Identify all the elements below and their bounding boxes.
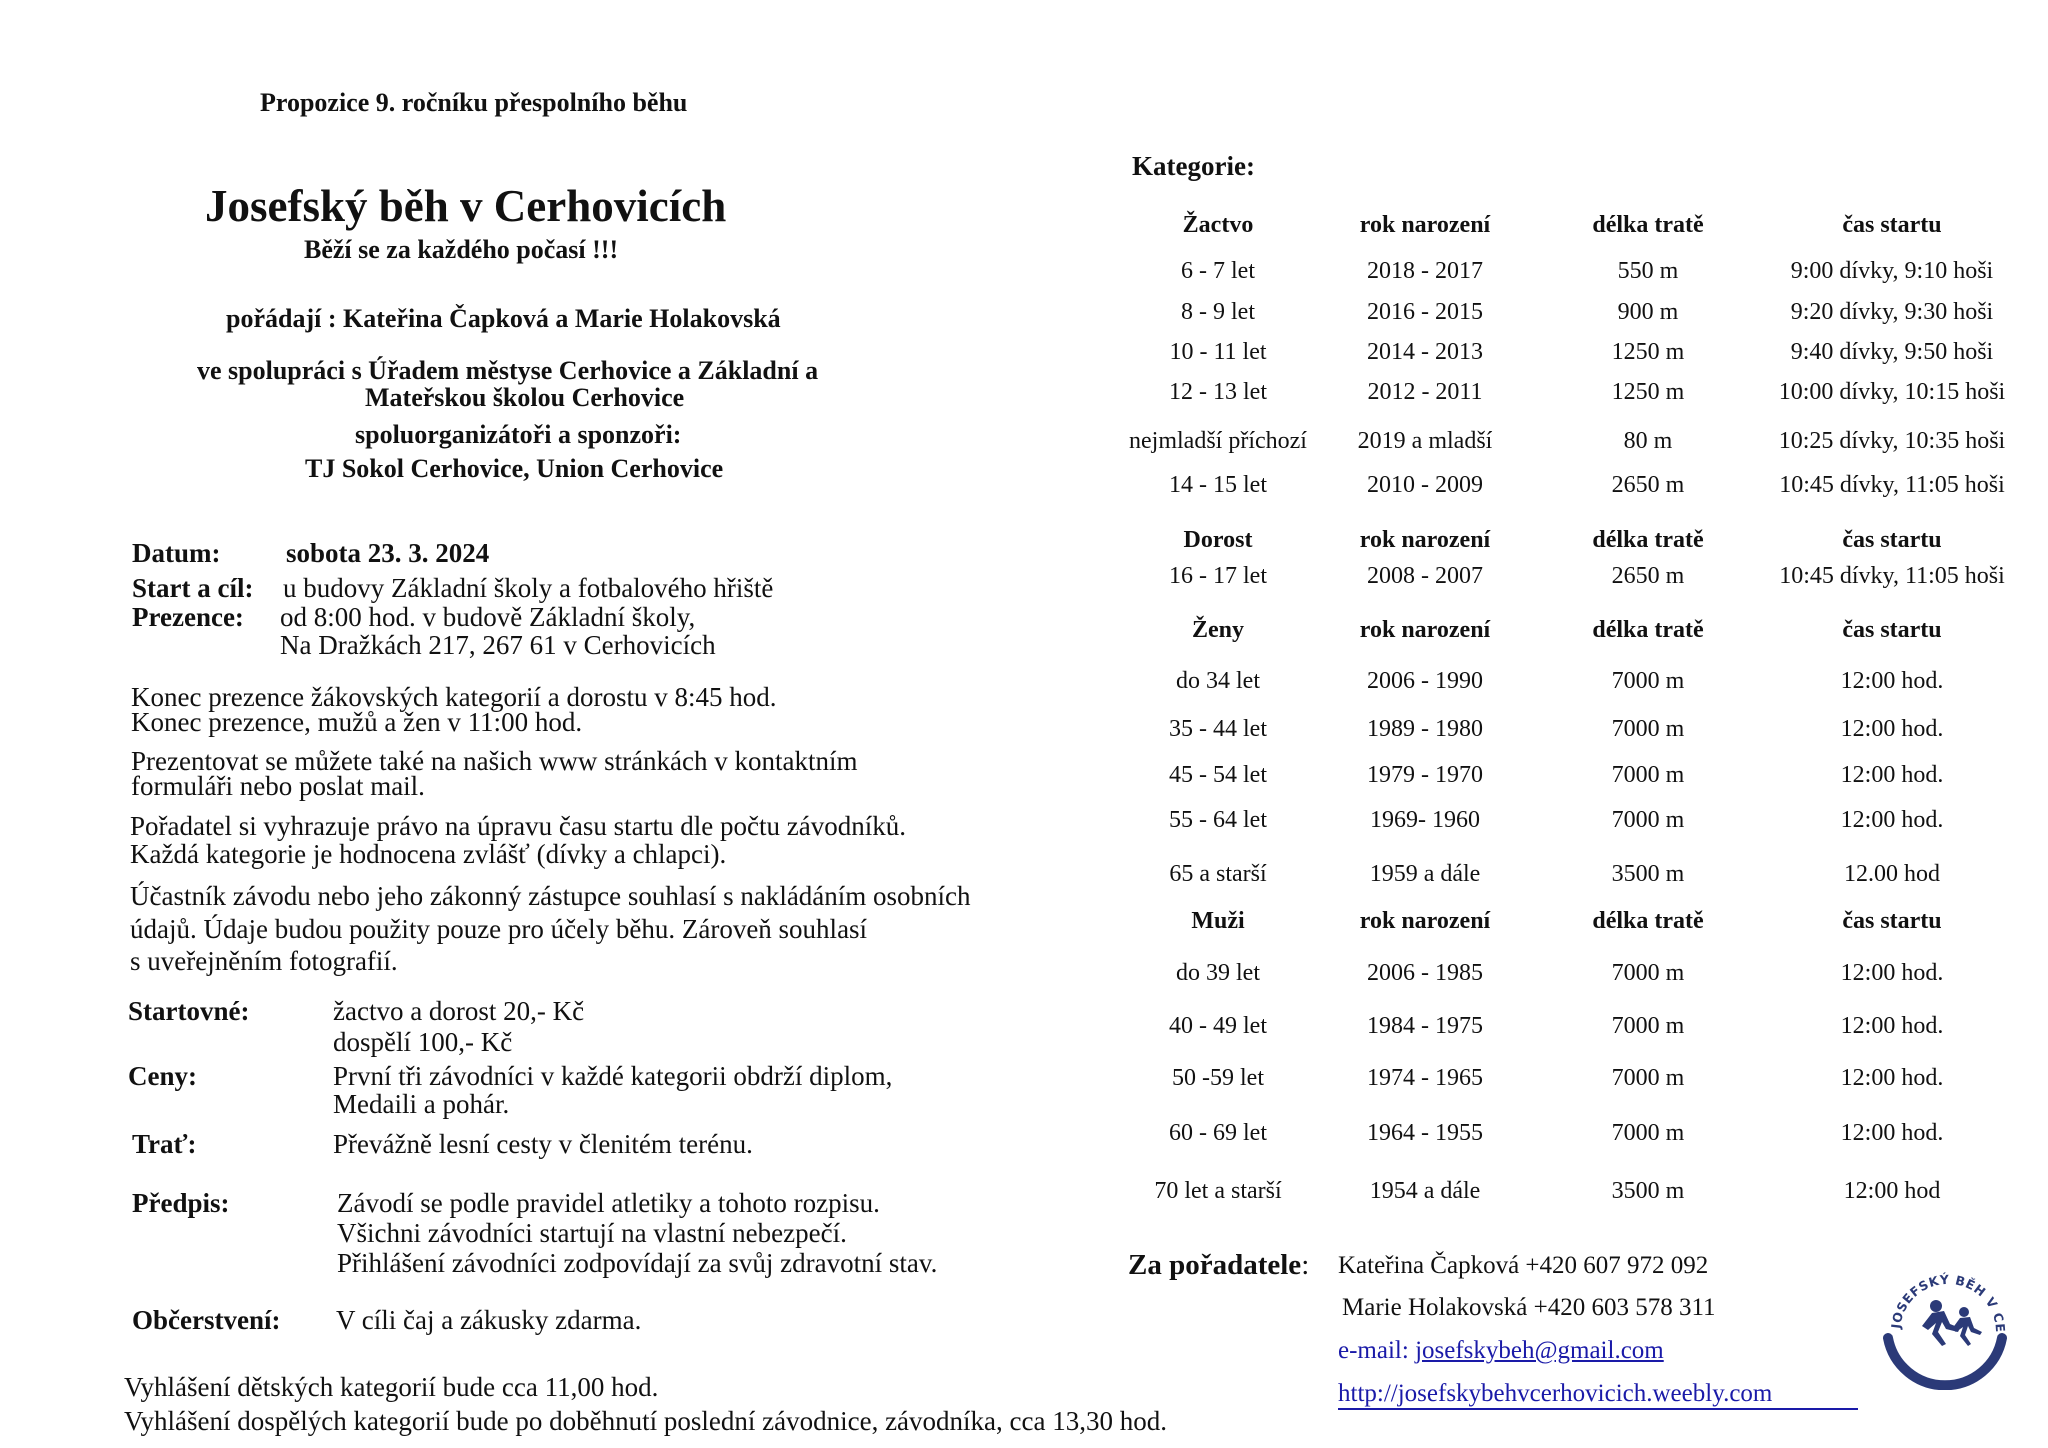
category-cell: 12:00 hod.: [1840, 1065, 1944, 1091]
category-cell: 12 - 13 let: [1169, 379, 1267, 405]
category-header: délka tratě: [1592, 908, 1704, 934]
category-cell: 12:00 hod: [1843, 1178, 1941, 1204]
category-cell: 1989 - 1980: [1367, 716, 1483, 742]
email-link[interactable]: josefskybeh@gmail.com: [1415, 1337, 1664, 1364]
fee-label: Startovné:: [128, 996, 250, 1026]
paragraph-presence-end-1: Konec prezence žákovských kategorií a dorostu v 8:45 hod.: [131, 682, 777, 712]
organizers: pořádají : Kateřina Čapková a Marie Holakovská: [226, 304, 781, 333]
paragraph-organizer-1: Pořadatel si vyhrazuje právo na úpravu času startu dle počtu závodníků.: [130, 811, 906, 841]
category-cell: 1984 - 1975: [1367, 1013, 1483, 1039]
category-cell: 6 - 7 let: [1181, 258, 1255, 284]
category-cell: 12.00 hod: [1844, 861, 1940, 887]
category-cell: 9:00 dívky, 9:10 hoši: [1790, 258, 1994, 284]
prizes-value-2: Medaili a pohár.: [333, 1089, 510, 1119]
category-cell: 1959 a dále: [1369, 861, 1481, 887]
rules-value-2: Všichni závodníci startují na vlastní nebezpečí.: [337, 1218, 847, 1248]
category-header: Ženy: [1191, 617, 1244, 643]
category-cell: 8 - 9 let: [1181, 299, 1255, 325]
category-cell: 9:20 dívky, 9:30 hoši: [1790, 299, 1994, 325]
category-cell: 12:00 hod.: [1840, 807, 1944, 833]
announcement-children: Vyhlášení dětských kategorií bude cca 11,00 hod.: [124, 1372, 659, 1402]
category-cell: 16 - 17 let: [1169, 563, 1267, 589]
category-cell: 7000 m: [1611, 807, 1685, 833]
website-link[interactable]: http://josefskybehvcerhovicich.weebly.com: [1338, 1380, 1773, 1407]
category-cell: 2019 a mladší: [1357, 428, 1493, 454]
category-cell: 45 - 54 let: [1169, 762, 1267, 788]
contacts-label: Za pořadatele:: [1128, 1249, 1310, 1281]
category-cell: 2014 - 2013: [1367, 339, 1483, 365]
email-line: e-mail: josefskybeh@gmail.com: [1338, 1337, 1664, 1364]
event-logo: [1870, 1240, 2020, 1390]
category-cell: 2018 - 2017: [1367, 258, 1483, 284]
category-cell: nejmladší příchozí: [1129, 428, 1307, 454]
category-header: čas startu: [1842, 527, 1942, 553]
event-logo-graphic: [1870, 1240, 2020, 1390]
category-cell: 12:00 hod.: [1840, 716, 1944, 742]
refreshment-label: Občerstvení:: [132, 1305, 281, 1335]
paragraph-organizer-2: Každá kategorie je hodnocena zvlášť (dívky a chlapci).: [130, 839, 727, 869]
start-finish-label: Start a cíl:: [132, 573, 254, 603]
category-cell: 10:45 dívky, 11:05 hoši: [1779, 563, 2005, 589]
category-header: Muži: [1191, 908, 1245, 934]
document-subtitle: Propozice 9. ročníku přespolního běhu: [260, 88, 688, 117]
category-header: Žactvo: [1182, 212, 1254, 238]
prizes-value-1: První tři závodníci v každé kategorii obdrží diplom,: [333, 1061, 893, 1091]
category-cell: 70 let a starší: [1154, 1178, 1282, 1204]
contact-1: Kateřina Čapková +420 607 972 092: [1338, 1252, 1709, 1279]
category-header: rok narození: [1359, 527, 1491, 553]
category-cell: 12:00 hod.: [1840, 1013, 1944, 1039]
page-title: Josefský běh v Cerhovicích: [205, 181, 727, 231]
category-cell: 12:00 hod.: [1840, 762, 1944, 788]
category-cell: 2650 m: [1611, 472, 1685, 498]
category-cell: 550 m: [1617, 258, 1679, 284]
category-header: délka tratě: [1592, 527, 1704, 553]
track-label: Trať:: [132, 1129, 197, 1159]
category-cell: 2650 m: [1611, 563, 1685, 589]
category-cell: 7000 m: [1611, 716, 1685, 742]
category-cell: 10 - 11 let: [1169, 339, 1267, 365]
presence-value-1: od 8:00 hod. v budově Základní školy,: [280, 602, 696, 632]
category-header: čas startu: [1842, 617, 1942, 643]
category-cell: 3500 m: [1611, 861, 1685, 887]
category-cell: 80 m: [1623, 428, 1673, 454]
category-cell: 12:00 hod.: [1840, 960, 1944, 986]
category-cell: 50 -59 let: [1172, 1065, 1264, 1091]
category-cell: 2006 - 1990: [1367, 668, 1483, 694]
category-cell: 1250 m: [1611, 379, 1685, 405]
category-cell: 7000 m: [1611, 1065, 1685, 1091]
date-value: sobota 23. 3. 2024: [286, 538, 490, 568]
category-cell: 1974 - 1965: [1367, 1065, 1483, 1091]
category-cell: 1969- 1960: [1370, 807, 1480, 833]
category-cell: 2016 - 2015: [1367, 299, 1483, 325]
prizes-label: Ceny:: [128, 1061, 197, 1091]
category-header: čas startu: [1842, 908, 1942, 934]
cosponsors: TJ Sokol Cerhovice, Union Cerhovice: [305, 454, 724, 483]
category-cell: 35 - 44 let: [1169, 716, 1267, 742]
category-cell: 2012 - 2011: [1367, 379, 1483, 405]
cooperation-line-1: ve spolupráci s Úřadem městyse Cerhovice a Základní a: [197, 356, 819, 385]
category-header: Dorost: [1183, 527, 1253, 553]
category-cell: 55 - 64 let: [1169, 807, 1267, 833]
category-cell: 14 - 15 let: [1169, 472, 1267, 498]
svg-text:JOSEFSKÝ BĚH V CERHOVICÍCH: JOSEFSKÝ BĚH V CE: [1888, 1271, 2009, 1334]
paragraph-online-2: formuláři nebo poslat mail.: [131, 771, 425, 801]
category-cell: 7000 m: [1611, 1013, 1685, 1039]
cosponsors-label: spoluorganizátoři a sponzoři:: [355, 420, 682, 449]
rules-value-1: Závodí se podle pravidel atletiky a tohoto rozpisu.: [337, 1188, 880, 1218]
category-cell: 65 a starší: [1169, 861, 1267, 887]
category-cell: 3500 m: [1611, 1178, 1685, 1204]
paragraph-consent-1: Účastník závodu nebo jeho zákonný zástupce souhlasí s nakládáním osobních: [130, 881, 971, 911]
fee-value-2: dospělí 100,- Kč: [333, 1027, 513, 1057]
categories-title: Kategorie:: [1132, 151, 1255, 181]
category-cell: 12:00 hod.: [1840, 668, 1944, 694]
announcement-adults: Vyhlášení dospělých kategorií bude po doběhnutí poslední závodnice, závodníka, cca 13,30 hod.: [124, 1406, 1167, 1436]
paragraph-online-1: Prezentovat se můžete také na našich www stránkách v kontaktním: [131, 746, 858, 776]
fee-value-1: žactvo a dorost 20,- Kč: [333, 996, 585, 1026]
category-cell: 7000 m: [1611, 762, 1685, 788]
category-header: rok narození: [1359, 617, 1491, 643]
category-cell: 7000 m: [1611, 960, 1685, 986]
category-cell: 10:00 dívky, 10:15 hoši: [1778, 379, 2006, 405]
date-label: Datum:: [132, 538, 221, 568]
rules-value-3: Přihlášení závodníci zodpovídají za svůj zdravotní stav.: [337, 1248, 938, 1278]
category-cell: 10:25 dívky, 10:35 hoši: [1778, 428, 2006, 454]
rules-label: Předpis:: [132, 1188, 230, 1218]
category-header: délka tratě: [1592, 617, 1704, 643]
start-finish-value: u budovy Základní školy a fotbalového hřiště: [283, 573, 774, 603]
category-cell: 40 - 49 let: [1169, 1013, 1267, 1039]
category-cell: 1250 m: [1611, 339, 1685, 365]
category-cell: 12:00 hod.: [1840, 1120, 1944, 1146]
paragraph-consent-2: údajů. Údaje budou použity pouze pro účely běhu. Zároveň souhlasí: [130, 914, 868, 944]
category-cell: 9:40 dívky, 9:50 hoši: [1790, 339, 1994, 365]
runners-icon: [1922, 1300, 1982, 1346]
presence-label: Prezence:: [132, 602, 244, 632]
category-cell: 10:45 dívky, 11:05 hoši: [1779, 472, 2005, 498]
category-cell: 2010 - 2009: [1367, 472, 1483, 498]
category-cell: 1979 - 1970: [1367, 762, 1483, 788]
category-cell: do 39 let: [1176, 960, 1260, 986]
category-header: rok narození: [1359, 908, 1491, 934]
paragraph-presence-end-2: Konec prezence, mužů a žen v 11:00 hod.: [131, 707, 583, 737]
category-cell: 7000 m: [1611, 1120, 1685, 1146]
category-cell: do 34 let: [1176, 668, 1260, 694]
website-line: [1338, 1380, 1858, 1410]
category-cell: 7000 m: [1611, 668, 1685, 694]
weather-note: Běží se za každého počasí !!!: [304, 235, 619, 264]
cooperation-line-2: Mateřskou školou Cerhovice: [365, 383, 685, 412]
category-header: čas startu: [1842, 212, 1942, 238]
category-cell: 1964 - 1955: [1367, 1120, 1483, 1146]
category-cell: 60 - 69 let: [1169, 1120, 1267, 1146]
presence-value-2: Na Dražkách 217, 267 61 v Cerhovicích: [280, 630, 716, 660]
category-header: rok narození: [1359, 212, 1491, 238]
paragraph-consent-3: s uveřejněním fotografií.: [130, 946, 398, 976]
category-cell: 2006 - 1985: [1367, 960, 1483, 986]
category-cell: 900 m: [1617, 299, 1679, 325]
category-cell: 1954 a dále: [1369, 1178, 1481, 1204]
track-value: Převážně lesní cesty v členitém terénu.: [333, 1129, 753, 1159]
refreshment-value: V cíli čaj a zákusky zdarma.: [336, 1305, 642, 1335]
contact-2: Marie Holakovská +420 603 578 311: [1342, 1294, 1716, 1321]
category-header: délka tratě: [1592, 212, 1704, 238]
category-cell: 2008 - 2007: [1367, 563, 1483, 589]
